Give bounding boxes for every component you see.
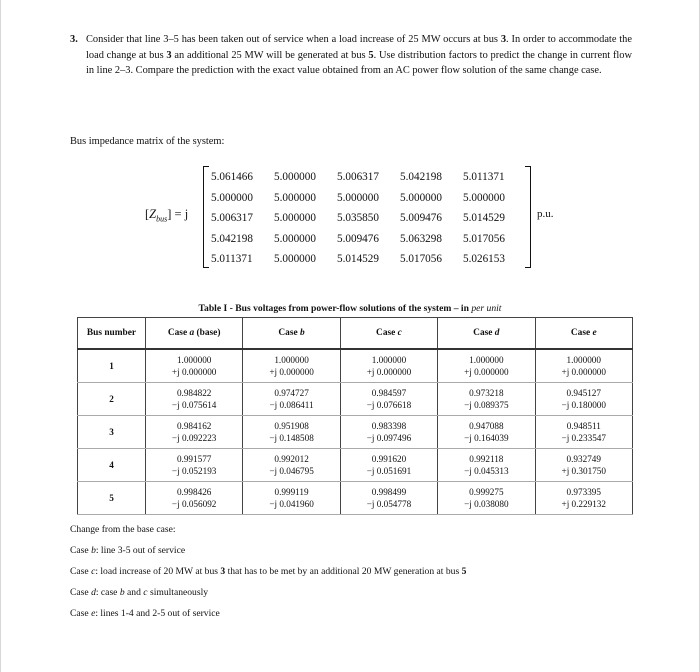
voltage-cell [243,482,340,515]
voltage-real-part: 1.000000 [469,354,504,365]
note-prefix: Case [70,545,92,556]
voltage-imag-part: −j 0.052193 [171,466,217,476]
matrix-cell: 5.000000 [274,171,316,183]
problem-bus-ref: 5 [368,49,374,61]
matrix-cell: 5.042198 [400,171,442,183]
voltage-cell [438,482,535,515]
header-prefix: Case [167,327,190,338]
voltage-imag-part: −j 0.076618 [366,400,412,410]
table-caption-unit: per unit [471,303,502,314]
header-letter: b [300,327,305,338]
matrix-cell: 5.017056 [463,232,505,245]
header-case-b [243,318,340,350]
voltage-real-part: 0.998499 [371,486,407,497]
voltage-imag-part: −j 0.045313 [464,466,509,476]
matrix-cell: 5.014529 [337,253,379,266]
matrix-row [211,188,526,209]
zbus-label: Bus impedance matrix of the system: [70,136,225,147]
voltage-cell [438,349,535,383]
voltage-cell [243,383,340,416]
voltage-cell [340,349,437,383]
voltage-imag-part: −j 0.180000 [561,400,606,410]
voltage-imag-part: +j 0.301750 [561,466,606,476]
matrix-cell: 5.011371 [463,171,505,183]
bus-number-cell: 1 [78,349,146,383]
voltage-real-part: 0.948511 [566,420,601,431]
bus-number-cell: 4 [78,449,146,482]
bus-number-cell: 5 [78,482,146,515]
voltage-real-part: 0.984162 [176,420,212,431]
note-bus-ref: 5 [461,566,467,577]
note-letter: e [91,608,96,619]
note-case-d [70,582,466,603]
table-caption [0,303,700,314]
voltage-imag-part: +j 0.000000 [269,367,314,377]
notes-heading: Change from the base case: [70,524,176,535]
voltage-cell [145,449,242,482]
matrix-right-bracket [525,166,531,268]
unit-label: p.u. [537,208,554,220]
voltage-cell [535,416,632,449]
voltage-cell [243,416,340,449]
note-text: : case [95,587,120,598]
matrix-row [211,208,526,229]
problem-text [86,32,632,79]
voltage-real-part: 0.984822 [176,387,212,398]
voltage-cell [535,482,632,515]
voltage-real-part: 0.991620 [371,453,407,464]
lhs-close-equals-j: ] = j [167,207,189,221]
voltage-real-part: 0.974727 [274,387,309,398]
problem-text-part: . Use distribution factors to predict the change in current flow in line 2–3. Compare the prediction with the exact value obtained from an AC power flow solution of the same change case. [86,49,633,77]
problem-statement [70,32,632,79]
problem-number: 3. [70,34,78,45]
voltage-imag-part: +j 0.000000 [171,367,217,377]
voltage-cell [145,383,242,416]
voltage-real-part: 0.999119 [274,486,309,497]
voltage-real-part: 0.992012 [274,453,309,464]
voltage-cell [340,449,437,482]
matrix-cell: 5.000000 [400,191,442,204]
header-suffix: (base) [194,327,221,338]
table-row [78,449,633,482]
note-text: : line 3-5 out of service [95,545,186,556]
voltage-cell [145,416,242,449]
page-edge-left [0,0,1,672]
voltage-cell [438,383,535,416]
note-letter: b [119,587,125,598]
voltage-cell [243,449,340,482]
matrix-cell: 5.006317 [337,171,379,183]
voltage-real-part: 0.932749 [566,453,601,464]
voltage-imag-part: −j 0.054778 [366,499,412,509]
voltage-imag-part: −j 0.089375 [464,400,509,410]
voltage-cell [340,482,437,515]
voltage-real-part: 0.945127 [566,387,601,398]
table-row [78,383,633,416]
voltage-imag-part: −j 0.038080 [464,499,509,509]
matrix-cell: 5.000000 [211,191,253,204]
voltage-cell [438,449,535,482]
note-text: : load increase of 20 MW at bus [95,566,221,577]
voltage-imag-part: −j 0.056092 [171,499,217,509]
header-letter: c [397,327,402,338]
case-notes [70,519,466,624]
matrix-cell: 5.006317 [211,212,253,225]
matrix-cell: 5.035850 [337,212,379,225]
voltage-real-part: 0.973218 [469,387,504,398]
voltage-real-part: 0.992118 [469,453,504,464]
voltage-real-part: 0.951908 [274,420,309,431]
matrix-cell: 5.000000 [337,191,379,204]
voltage-real-part: 0.947088 [469,420,504,431]
voltage-real-part: 1.000000 [566,354,601,365]
header-case-d [438,318,535,350]
note-text: and [124,587,144,598]
header-letter: a [189,327,195,338]
zbus-matrix [211,167,526,270]
matrix-cell: 5.014529 [463,212,505,225]
header-prefix: Case [570,327,593,338]
matrix-cell: 5.009476 [337,232,379,245]
voltage-cell [535,449,632,482]
voltage-imag-part: +j 0.229132 [561,499,606,509]
voltage-imag-part: +j 0.000000 [561,367,606,377]
matrix-cell: 5.026153 [463,253,505,266]
header-case-c [340,318,437,350]
matrix-cell: 5.061466 [211,171,253,183]
matrix-cell: 5.042198 [211,232,253,245]
voltage-real-part: 0.999275 [469,486,504,497]
voltage-imag-part: −j 0.051691 [366,466,412,476]
voltage-real-part: 0.991577 [176,453,212,464]
matrix-cell: 5.017056 [400,253,442,266]
voltage-real-part: 0.983398 [371,420,407,431]
header-letter: e [592,327,597,338]
voltage-real-part: 0.973395 [566,486,601,497]
table-header-row [78,318,633,350]
voltage-imag-part: −j 0.086411 [269,400,314,410]
voltage-imag-part: −j 0.148508 [269,433,314,443]
note-text: that has to be met by an additional 20 MW generation at bus [225,566,462,577]
matrix-cell: 5.000000 [274,212,316,225]
problem-text-part: an additional 25 MW will be generated at bus [171,49,369,61]
problem-text-part: Consider that line 3–5 has been taken out of service when a load increase of 25 MW occurs at bus [86,34,501,45]
voltage-real-part: 0.984597 [371,387,407,398]
voltage-cell [340,383,437,416]
zbus-lhs [145,207,188,224]
matrix-cell: 5.000000 [274,253,316,266]
note-prefix: Case [70,566,92,577]
voltage-cell [145,482,242,515]
voltage-cell [535,349,632,383]
note-text: : lines 1-4 and 2-5 out of service [95,608,220,619]
matrix-row [211,167,526,188]
matrix-cell: 5.011371 [211,253,253,266]
matrix-row [211,249,526,270]
problem-text-part: . In order to accommodate the load change at bus [86,34,632,61]
header-bus-number: Bus number [78,318,146,350]
matrix-cell: 5.000000 [274,191,316,204]
problem-bus-ref: 3 [500,34,507,45]
note-case-e [70,603,466,624]
lhs-subscript: bus [156,214,168,224]
voltage-imag-part: +j 0.000000 [366,367,412,377]
matrix-cell: 5.000000 [463,191,505,204]
header-prefix: Case [278,327,301,338]
note-letter: c [143,587,148,598]
voltage-imag-part: −j 0.164039 [464,433,509,443]
voltage-imag-part: −j 0.092223 [171,433,217,443]
note-prefix: Case [70,608,92,619]
table-row [78,349,633,383]
matrix-left-bracket [203,166,209,268]
note-case-c [70,561,466,582]
bus-number-cell: 2 [78,383,146,416]
voltage-imag-part: −j 0.075614 [171,400,217,410]
table-row [78,416,633,449]
voltage-real-part: 1.000000 [274,354,309,365]
voltage-real-part: 0.998426 [176,486,212,497]
note-case-b [70,540,466,561]
voltage-real-part: 1.000000 [176,354,212,365]
voltage-imag-part: −j 0.041960 [269,499,314,509]
voltage-cell [340,416,437,449]
problem-bus-ref: 3 [166,49,172,61]
note-letter: d [91,587,96,598]
lhs-open-bracket: [ [145,207,150,221]
voltage-imag-part: −j 0.097496 [366,433,412,443]
matrix-row [211,229,526,250]
voltage-imag-part: −j 0.046795 [269,466,314,476]
note-letter: c [91,566,96,577]
table-body [78,349,633,515]
matrix-cell: 5.000000 [274,232,316,245]
note-text: simultaneously [147,587,209,598]
header-case-a [145,318,242,350]
voltage-cell [243,349,340,383]
voltage-imag-part: +j 0.000000 [464,367,509,377]
bus-voltage-table [77,317,633,515]
note-bus-ref: 3 [220,566,226,577]
table-caption-main: Table I - Bus voltages from power-flow solutions of the system – in [198,303,472,314]
table-row [78,482,633,515]
voltage-imag-part: −j 0.233547 [561,433,606,443]
header-prefix: Case [376,327,398,338]
voltage-cell [535,383,632,416]
header-case-e [535,318,632,350]
voltage-cell [145,349,242,383]
header-prefix: Case [473,327,495,338]
bus-number-cell: 3 [78,416,146,449]
header-letter: d [494,327,500,338]
lhs-symbol: Z [149,207,157,221]
note-prefix: Case [70,587,92,598]
voltage-cell [438,416,535,449]
voltage-real-part: 1.000000 [371,354,407,365]
matrix-cell: 5.009476 [400,212,442,225]
note-letter: b [91,545,96,556]
matrix-cell: 5.063298 [400,232,442,245]
